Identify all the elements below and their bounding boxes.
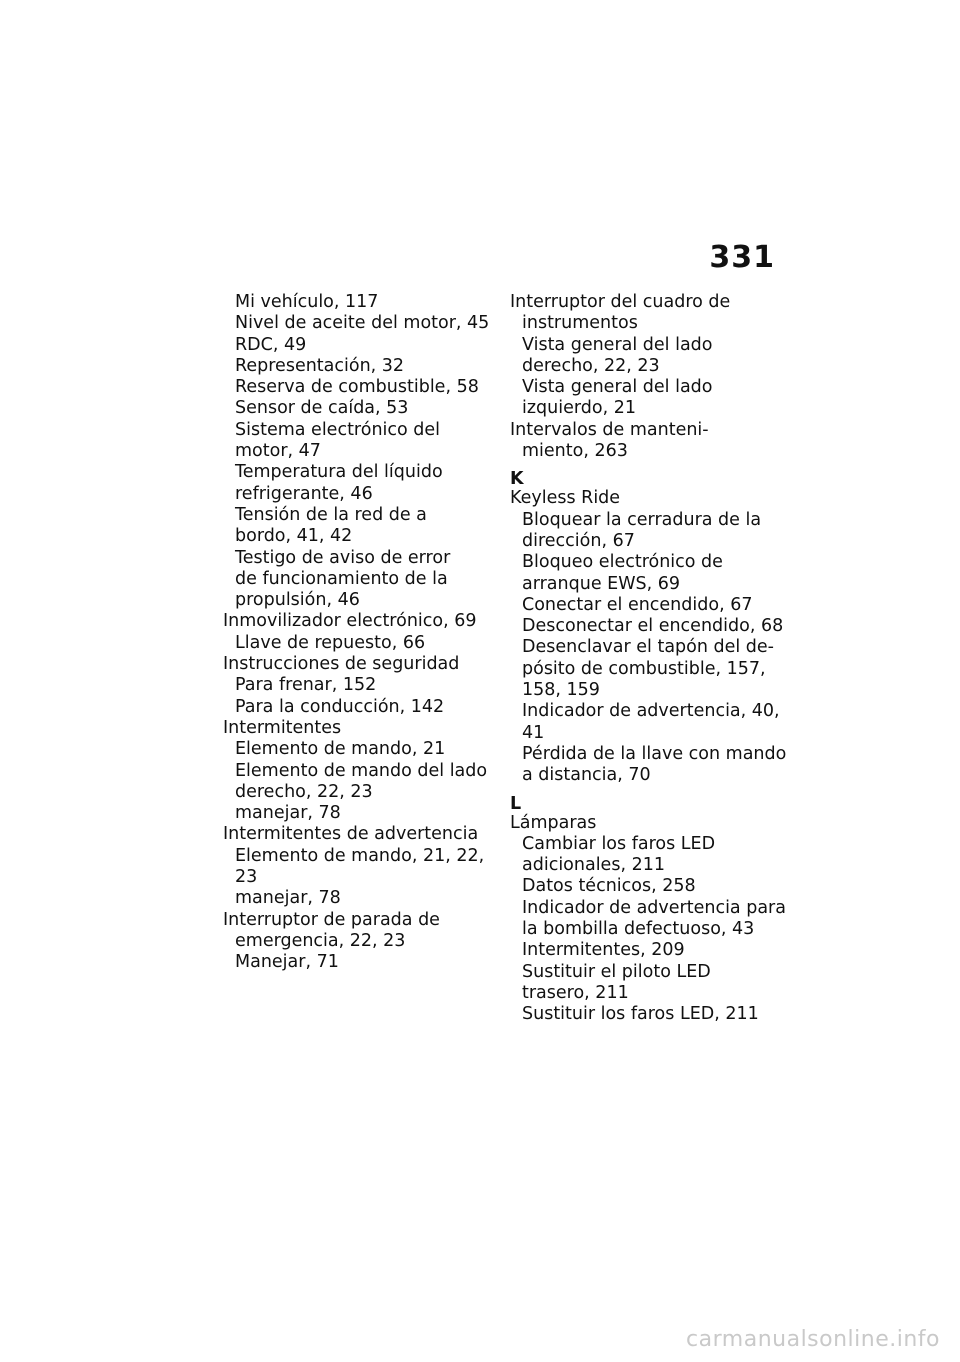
page-number: 331: [709, 240, 775, 275]
index-subentry: Sustituir los faros LED, 211: [522, 1004, 759, 1025]
index-subentry: 23: [235, 867, 258, 888]
index-subentry: izquierdo, 21: [522, 398, 636, 419]
index-subentry: Elemento de mando del lado: [235, 760, 488, 781]
index-subentry: refrigerante, 46: [235, 483, 373, 504]
index-column-left: [223, 292, 488, 974]
index-subentry: Manejar, 71: [235, 952, 339, 973]
index-subentry: manejar, 78: [235, 888, 341, 909]
index-entry: Intervalos de manteni-: [510, 419, 709, 440]
index-subentry: Reserva de combustible, 58: [235, 377, 479, 398]
index-subentry: 41: [522, 722, 545, 743]
index-entry: Intermitentes de advertencia: [223, 824, 479, 845]
index-entry: Keyless Ride: [510, 488, 621, 509]
index-subentry: arranque EWS, 69: [522, 573, 681, 594]
index-subentry: Nivel de aceite del motor, 45: [235, 313, 490, 334]
index-subentry: de funcionamiento de la: [235, 568, 448, 589]
index-subentry: bordo, 41, 42: [235, 526, 353, 547]
index-subentry: Sistema electrónico del: [235, 419, 441, 440]
index-subentry: Desenclavar el tapón del de-: [522, 637, 774, 658]
index-subentry: Intermitentes, 209: [522, 940, 685, 961]
index-subentry: Testigo de aviso de error: [235, 547, 451, 568]
index-subentry: Vista general del lado: [522, 377, 713, 398]
index-subentry: dirección, 67: [522, 530, 635, 551]
index-subentry: Pérdida de la llave con mando: [522, 743, 787, 764]
index-subentry: a distancia, 70: [522, 765, 651, 786]
index-entry: Inmovilizador electrónico, 69: [223, 611, 477, 632]
index-subentry: motor, 47: [235, 441, 321, 462]
index-subentry: Bloquear la cerradura de la: [522, 509, 762, 530]
index-subentry: Conectar el encendido, 67: [522, 594, 753, 615]
index-subentry: instrumentos: [522, 313, 638, 334]
index-entry: Instrucciones de seguridad: [223, 654, 460, 675]
index-subentry: la bombilla defectuoso, 43: [522, 919, 755, 940]
index-subentry: Elemento de mando, 21, 22,: [235, 845, 485, 866]
index-subentry: miento, 263: [522, 441, 628, 462]
index-subentry: 158, 159: [522, 680, 600, 701]
index-subentry: Sensor de caída, 53: [235, 398, 409, 419]
index-subentry: Vista general del lado: [522, 334, 713, 355]
index-entry: Interruptor de parada de: [223, 909, 440, 930]
index-subentry: Elemento de mando, 21: [235, 739, 446, 760]
index-entry: Intermitentes: [223, 717, 342, 738]
section-gap: [510, 462, 780, 470]
index-subentry: manejar, 78: [235, 803, 341, 824]
index-column-right: [510, 292, 787, 1026]
index-subentry: pósito de combustible, 157,: [522, 658, 766, 679]
index-subentry: Cambiar los faros LED: [522, 833, 716, 854]
section-letter: K: [510, 469, 524, 490]
index-subentry: derecho, 22, 23: [235, 781, 373, 802]
index-subentry: Llave de repuesto, 66: [235, 632, 426, 653]
index-subentry: Indicador de advertencia para: [522, 897, 786, 918]
index-entry: Interruptor del cuadro de: [510, 292, 731, 312]
index-subentry: adicionales, 211: [522, 855, 665, 876]
index-subentry: Para la conducción, 142: [235, 696, 445, 717]
index-subentry: Para frenar, 152: [235, 675, 377, 696]
index-subentry: Mi vehículo, 117: [235, 292, 379, 312]
index-subentry: RDC, 49: [235, 334, 307, 355]
section-gap: [510, 787, 780, 795]
index-subentry: Datos técnicos, 258: [522, 876, 696, 897]
index-subentry: Representación, 32: [235, 355, 405, 376]
index-subentry: Bloqueo electrónico de: [522, 552, 723, 573]
index-subentry: Tensión de la red de a: [235, 504, 427, 525]
section-letter: L: [510, 793, 522, 814]
watermark: carmanualsonline.info: [686, 1327, 940, 1352]
index-subentry: Temperatura del líquido: [235, 462, 443, 483]
index-subentry: trasero, 211: [522, 982, 629, 1003]
index-subentry: emergencia, 22, 23: [235, 930, 406, 951]
index-subentry: Desconectar el encendido, 68: [522, 616, 784, 637]
index-subentry: Indicador de advertencia, 40,: [522, 701, 780, 722]
index-subentry: derecho, 22, 23: [522, 355, 660, 376]
index-subentry: Sustituir el piloto LED: [522, 961, 711, 982]
index-entry: Lámparas: [510, 812, 597, 833]
index-subentry: propulsión, 46: [235, 590, 360, 611]
